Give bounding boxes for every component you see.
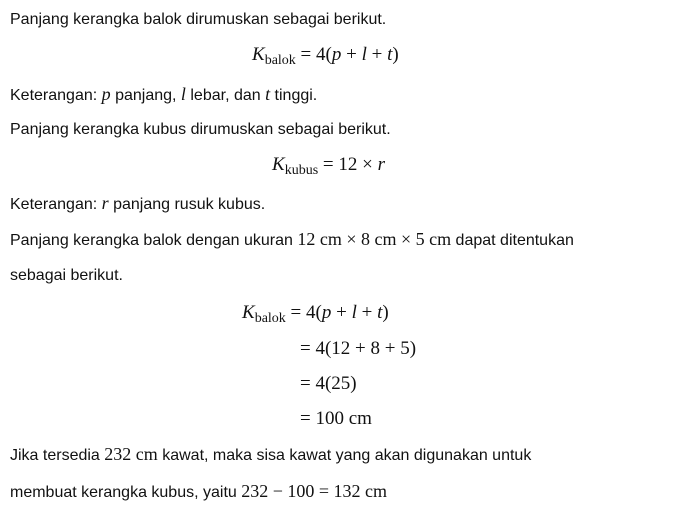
- calc-close: ): [382, 302, 389, 323]
- calc-intro-line1: [10, 229, 574, 251]
- formula-balok-k: K: [252, 44, 265, 65]
- ket-balok-t: t: [265, 84, 271, 104]
- intro-kubus-text: Panjang kerangka kubus dirumuskan sebagai berikut.: [10, 121, 391, 138]
- formula-balok-l: l: [361, 44, 367, 65]
- calc-l: l: [351, 302, 357, 323]
- conclusion-line1-val: 232 cm: [104, 444, 158, 464]
- formula-kubus-k: K: [272, 154, 285, 175]
- formula-balok: [252, 44, 399, 66]
- calc-sub: balok: [254, 311, 286, 326]
- formula-kubus-rhs: = 12 ×: [322, 154, 378, 175]
- ket-balok-l: l: [180, 84, 186, 104]
- formula-kubus-r: r: [377, 154, 385, 175]
- formula-balok-t: t: [387, 44, 393, 65]
- formula-balok-plus2: +: [366, 44, 388, 65]
- ket-kubus-suffix: panjang rusuk kubus.: [108, 196, 266, 213]
- ket-balok-prefix: Keterangan:: [10, 87, 102, 104]
- conclusion-line2-expr: 232 − 100 = 132 cm: [241, 481, 388, 501]
- formula-balok-p: p: [331, 44, 342, 65]
- ket-balok-t2: lebar, dan: [185, 87, 266, 104]
- ket-kubus-prefix: Keterangan:: [10, 196, 102, 213]
- ket-kubus-r: r: [101, 193, 109, 213]
- calc-step1-prefix: = 4(: [290, 302, 322, 323]
- calc-step3: = 4(25): [300, 373, 357, 394]
- ket-balok-p: p: [101, 84, 111, 104]
- formula-balok-sub: balok: [264, 53, 296, 68]
- calc-p: p: [321, 302, 332, 323]
- calc-intro-text2: dapat ditentukan: [451, 232, 574, 249]
- conclusion-line2-a: membuat kerangka kubus, yaitu: [10, 484, 242, 501]
- keterangan-kubus: [10, 193, 265, 215]
- calc-step4: = 100 cm: [300, 408, 372, 429]
- calc-step2: = 4(12 + 8 + 5): [300, 338, 417, 359]
- keterangan-balok: [10, 84, 317, 106]
- conclusion-line1: [10, 444, 531, 466]
- formula-balok-plus1: +: [341, 44, 362, 65]
- calc-intro-dims: 12 cm × 8 cm × 5 cm: [297, 229, 452, 249]
- calc-plus2: +: [356, 302, 378, 323]
- intro-balok-text: Panjang kerangka balok dirumuskan sebagai berikut.: [10, 11, 387, 28]
- formula-kubus-sub: kubus: [284, 163, 319, 178]
- calc-intro-line2: sebagai berikut.: [10, 267, 123, 284]
- calc-plus1: +: [331, 302, 352, 323]
- calc-t: t: [377, 302, 383, 323]
- calc-k: K: [242, 302, 255, 323]
- calc-intro-text1: Panjang kerangka balok dengan ukuran: [10, 232, 298, 249]
- ket-balok-t1: panjang,: [110, 87, 181, 104]
- conclusion-line1-b: kawat, maka sisa kawat yang akan digunakan untuk: [157, 447, 532, 464]
- formula-kubus: [272, 154, 385, 176]
- conclusion-line1-a: Jika tersedia: [10, 447, 105, 464]
- formula-balok-close: ): [392, 44, 399, 65]
- formula-balok-rhs: = 4(: [300, 44, 332, 65]
- ket-balok-t3: tinggi.: [270, 87, 318, 104]
- conclusion-line2: [10, 481, 387, 503]
- calc-step1: [242, 302, 389, 324]
